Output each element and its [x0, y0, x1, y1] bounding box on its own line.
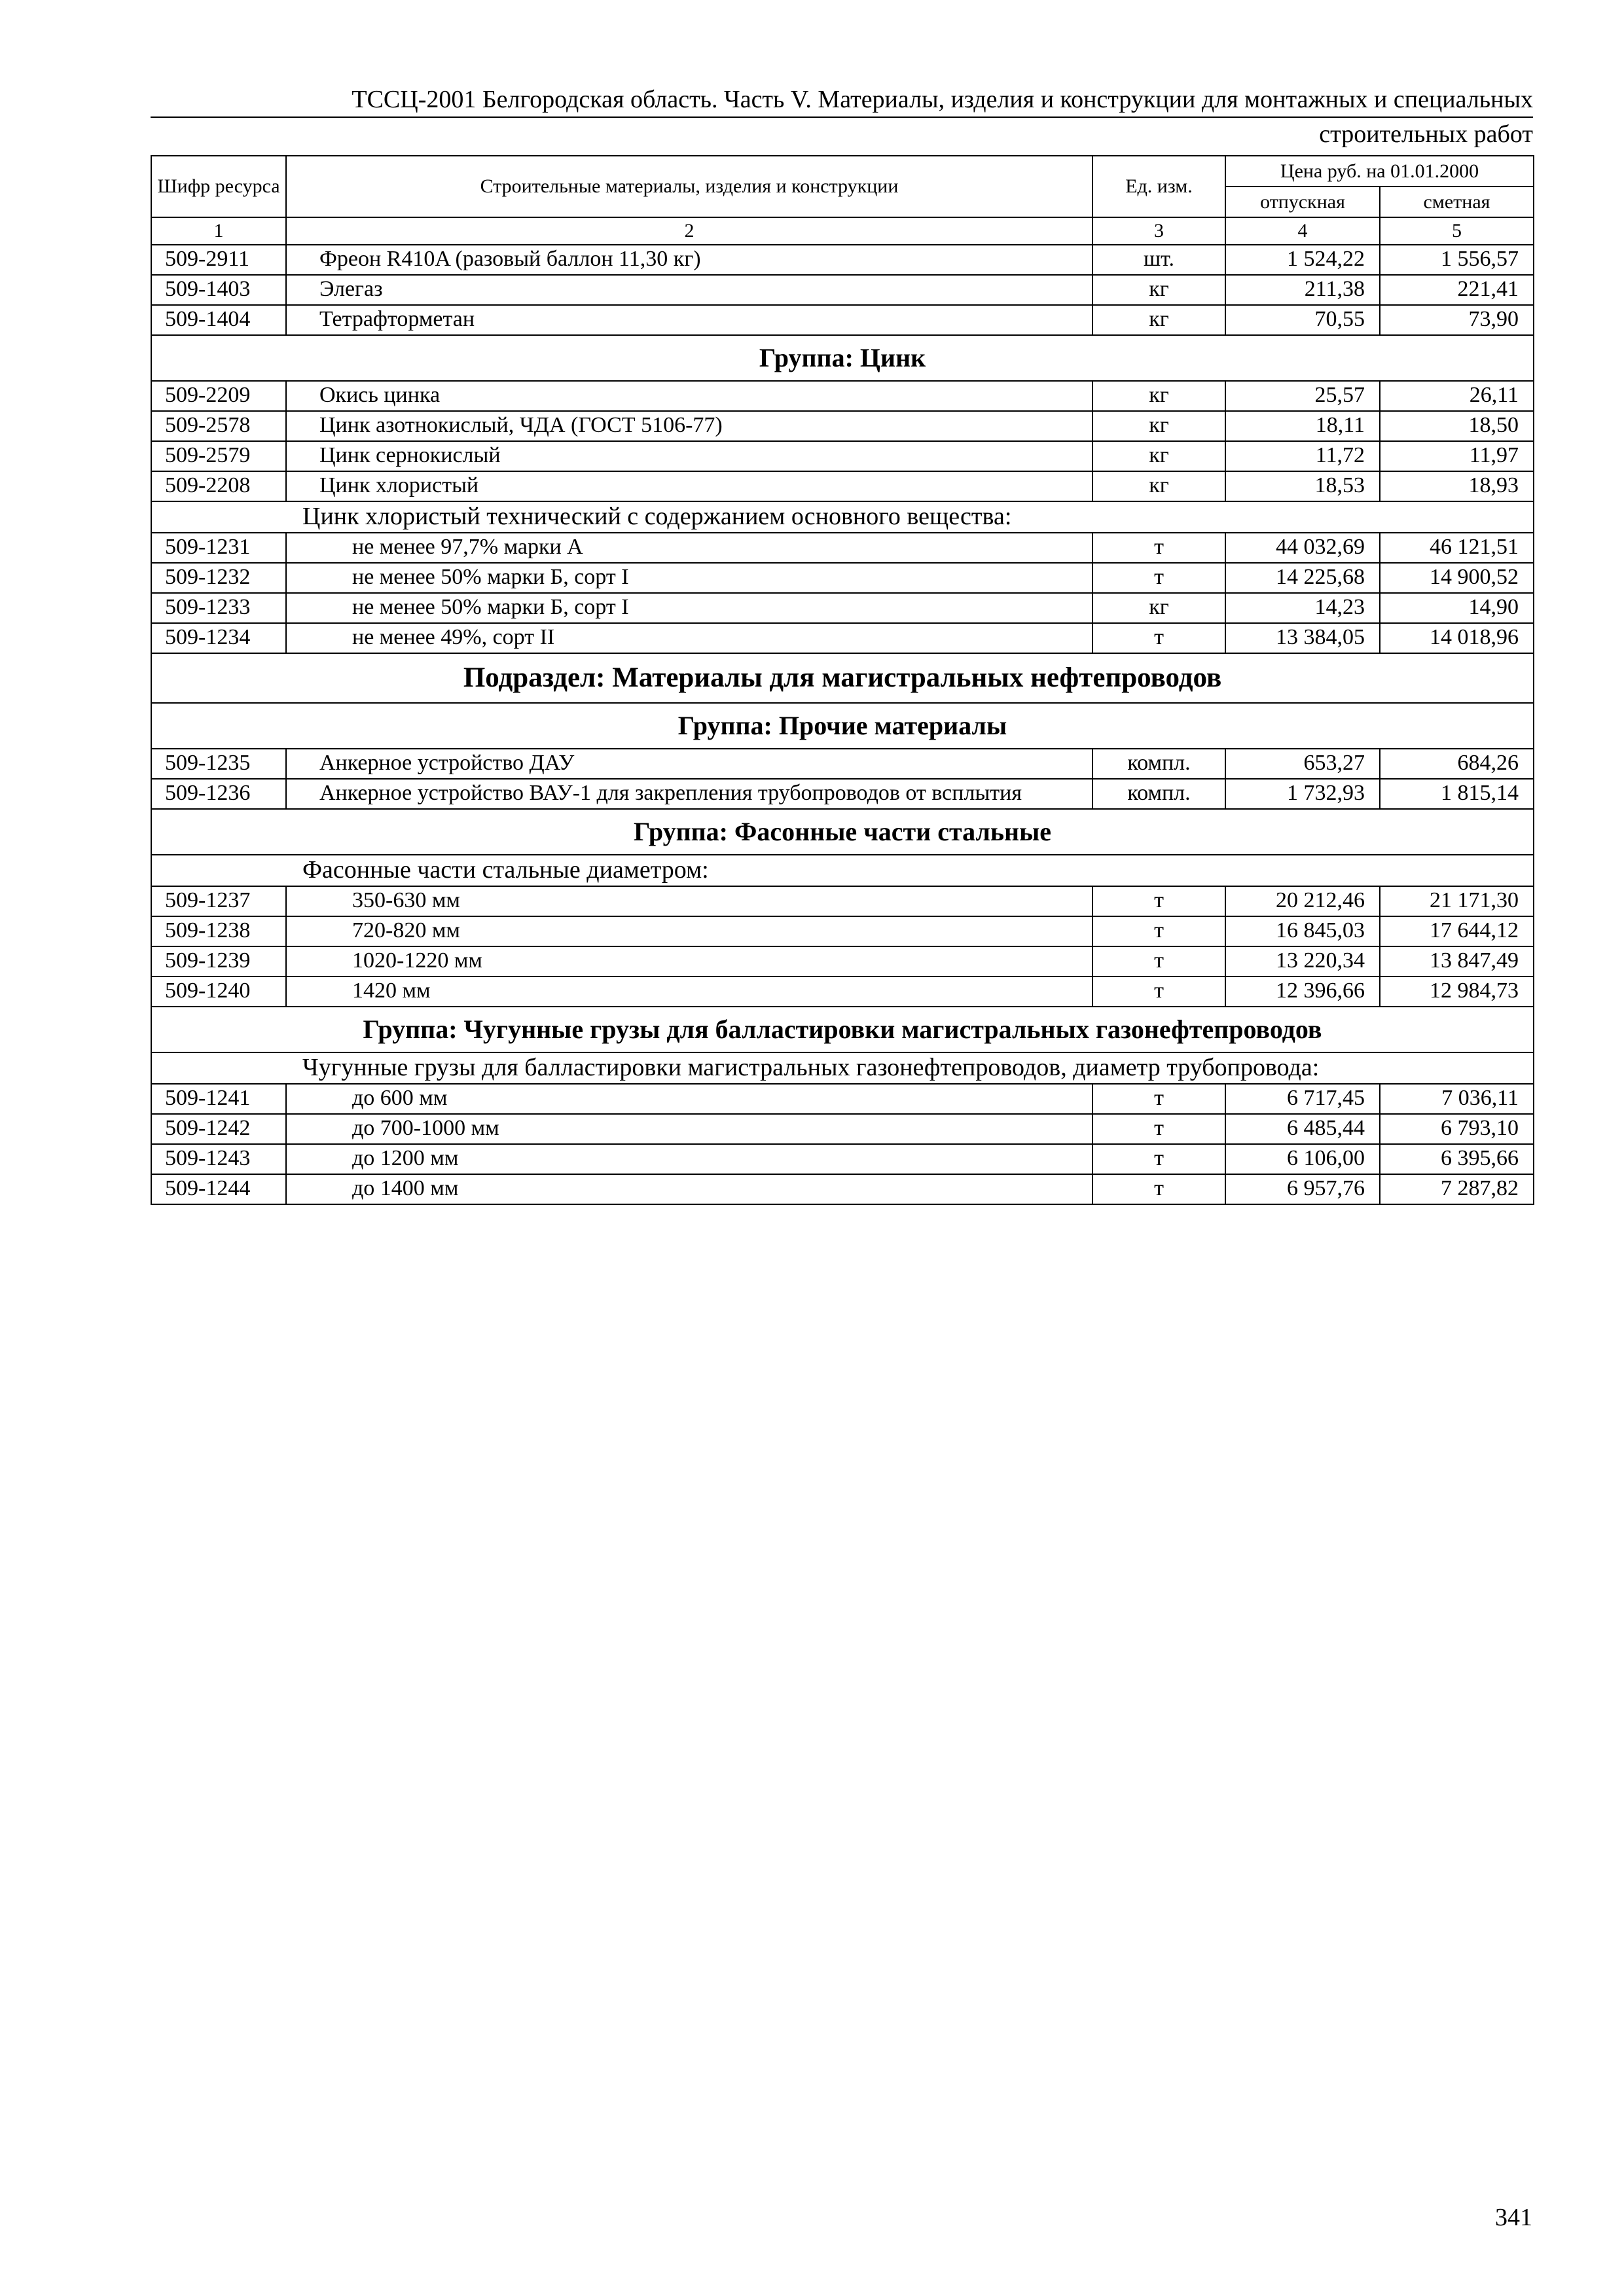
header-unit: Ед. изм.	[1092, 156, 1225, 217]
estimate-price: 684,26	[1380, 749, 1534, 779]
resource-code: 509-1235	[151, 749, 286, 779]
table-row	[151, 593, 1534, 623]
caption: Цинк хлористый технический с содержанием основного вещества:	[151, 501, 1534, 533]
release-price: 70,55	[1225, 305, 1380, 335]
material-name: Тетрафторметан	[286, 305, 1092, 335]
material-name: не менее 49%, сорт II	[286, 623, 1092, 653]
release-price: 13 384,05	[1225, 623, 1380, 653]
header-col-number: 1	[151, 217, 286, 245]
estimate-price: 21 171,30	[1380, 886, 1534, 916]
caption-row	[151, 1052, 1534, 1084]
resource-code: 509-1239	[151, 946, 286, 977]
material-name: Анкерное устройство ДАУ	[286, 749, 1092, 779]
unit: т	[1092, 977, 1225, 1007]
release-price: 1 732,93	[1225, 779, 1380, 809]
group-heading-row	[151, 1007, 1534, 1052]
header-title: ТССЦ-2001 Белгородская область. Часть V. Материалы, изделия и конструкции для монтажных и специальных	[352, 86, 1533, 113]
release-price: 653,27	[1225, 749, 1380, 779]
page-header	[151, 84, 1533, 151]
table-row	[151, 305, 1534, 335]
release-price: 25,57	[1225, 381, 1380, 411]
estimate-price: 6 793,10	[1380, 1114, 1534, 1144]
resource-code: 509-1243	[151, 1144, 286, 1174]
resource-code: 509-1241	[151, 1084, 286, 1114]
release-price: 13 220,34	[1225, 946, 1380, 977]
caption-row	[151, 855, 1534, 886]
price-table	[151, 155, 1534, 1205]
group-heading: Группа: Чугунные грузы для балластировки магистральных газонефтепроводов	[151, 1007, 1534, 1052]
header-price: Цена руб. на 01.01.2000	[1225, 156, 1534, 187]
resource-code: 509-2209	[151, 381, 286, 411]
estimate-price: 14 900,52	[1380, 563, 1534, 593]
unit: компл.	[1092, 779, 1225, 809]
estimate-price: 14,90	[1380, 593, 1534, 623]
header-col-number: 4	[1225, 217, 1380, 245]
material-name: 1020-1220 мм	[286, 946, 1092, 977]
table-row	[151, 1114, 1534, 1144]
header-release: отпускная	[1225, 187, 1380, 217]
release-price: 12 396,66	[1225, 977, 1380, 1007]
subsection-heading-row	[151, 653, 1534, 703]
estimate-price: 11,97	[1380, 441, 1534, 471]
table-row	[151, 1174, 1534, 1204]
release-price: 6 717,45	[1225, 1084, 1380, 1114]
estimate-price: 7 287,82	[1380, 1174, 1534, 1204]
material-name: до 700-1000 мм	[286, 1114, 1092, 1144]
resource-code: 509-1242	[151, 1114, 286, 1144]
table-row	[151, 779, 1534, 809]
caption-row	[151, 501, 1534, 533]
table-row	[151, 623, 1534, 653]
release-price: 1 524,22	[1225, 245, 1380, 275]
page-number: 341	[1495, 2204, 1532, 2231]
estimate-price: 26,11	[1380, 381, 1534, 411]
header-col-number: 2	[286, 217, 1092, 245]
unit: т	[1092, 563, 1225, 593]
material-name: не менее 50% марки Б, сорт I	[286, 593, 1092, 623]
material-name: Цинк сернокислый	[286, 441, 1092, 471]
estimate-price: 1 815,14	[1380, 779, 1534, 809]
material-name: Цинк хлористый	[286, 471, 1092, 501]
unit: т	[1092, 946, 1225, 977]
unit: т	[1092, 916, 1225, 946]
unit: т	[1092, 1144, 1225, 1174]
material-name: 350-630 мм	[286, 886, 1092, 916]
estimate-price: 73,90	[1380, 305, 1534, 335]
table-row	[151, 381, 1534, 411]
table-row	[151, 1084, 1534, 1114]
resource-code: 509-1240	[151, 977, 286, 1007]
estimate-price: 17 644,12	[1380, 916, 1534, 946]
table-row	[151, 916, 1534, 946]
unit: компл.	[1092, 749, 1225, 779]
caption: Чугунные грузы для балластировки магистральных газонефтепроводов, диаметр трубопровода:	[151, 1052, 1534, 1084]
unit: кг	[1092, 471, 1225, 501]
unit: кг	[1092, 441, 1225, 471]
resource-code: 509-2911	[151, 245, 286, 275]
estimate-price: 13 847,49	[1380, 946, 1534, 977]
material-name: 720-820 мм	[286, 916, 1092, 946]
estimate-price: 221,41	[1380, 275, 1534, 305]
estimate-price: 1 556,57	[1380, 245, 1534, 275]
material-name: Цинк азотнокислый, ЧДА (ГОСТ 5106-77)	[286, 411, 1092, 441]
unit: т	[1092, 533, 1225, 563]
release-price: 11,72	[1225, 441, 1380, 471]
estimate-price: 12 984,73	[1380, 977, 1534, 1007]
group-heading: Группа: Прочие материалы	[151, 703, 1534, 749]
release-price: 6 957,76	[1225, 1174, 1380, 1204]
unit: т	[1092, 1114, 1225, 1144]
release-price: 16 845,03	[1225, 916, 1380, 946]
unit: шт.	[1092, 245, 1225, 275]
unit: кг	[1092, 275, 1225, 305]
estimate-price: 18,50	[1380, 411, 1534, 441]
resource-code: 509-1404	[151, 305, 286, 335]
header-name: Строительные материалы, изделия и конструкции	[286, 156, 1092, 217]
material-name: Окись цинка	[286, 381, 1092, 411]
group-heading-row	[151, 335, 1534, 381]
estimate-price: 14 018,96	[1380, 623, 1534, 653]
release-price: 18,53	[1225, 471, 1380, 501]
table-row	[151, 977, 1534, 1007]
group-heading: Группа: Цинк	[151, 335, 1534, 381]
resource-code: 509-1244	[151, 1174, 286, 1204]
resource-code: 509-2578	[151, 411, 286, 441]
table-row	[151, 886, 1534, 916]
material-name: до 1400 мм	[286, 1174, 1092, 1204]
material-name: не менее 50% марки Б, сорт I	[286, 563, 1092, 593]
estimate-price: 46 121,51	[1380, 533, 1534, 563]
table-row	[151, 749, 1534, 779]
material-name: Элегаз	[286, 275, 1092, 305]
release-price: 6 485,44	[1225, 1114, 1380, 1144]
release-price: 20 212,46	[1225, 886, 1380, 916]
material-name: до 1200 мм	[286, 1144, 1092, 1174]
release-price: 14 225,68	[1225, 563, 1380, 593]
header-col-number: 5	[1380, 217, 1534, 245]
release-price: 211,38	[1225, 275, 1380, 305]
unit: т	[1092, 1084, 1225, 1114]
header-code: Шифр ресурса	[151, 156, 286, 217]
unit: т	[1092, 886, 1225, 916]
table-row	[151, 441, 1534, 471]
unit: кг	[1092, 381, 1225, 411]
caption: Фасонные части стальные диаметром:	[151, 855, 1534, 886]
resource-code: 509-2579	[151, 441, 286, 471]
material-name: 1420 мм	[286, 977, 1092, 1007]
resource-code: 509-1237	[151, 886, 286, 916]
table-row	[151, 411, 1534, 441]
resource-code: 509-1236	[151, 779, 286, 809]
estimate-price: 18,93	[1380, 471, 1534, 501]
material-name: до 600 мм	[286, 1084, 1092, 1114]
group-heading-row	[151, 703, 1534, 749]
resource-code: 509-2208	[151, 471, 286, 501]
material-name: Анкерное устройство ВАУ-1 для закрепления трубопроводов от всплытия	[286, 779, 1092, 809]
resource-code: 509-1234	[151, 623, 286, 653]
header-col-number: 3	[1092, 217, 1225, 245]
release-price: 6 106,00	[1225, 1144, 1380, 1174]
table-row	[151, 946, 1534, 977]
resource-code: 509-1233	[151, 593, 286, 623]
resource-code: 509-1238	[151, 916, 286, 946]
unit: кг	[1092, 411, 1225, 441]
group-heading-row	[151, 809, 1534, 855]
resource-code: 509-1231	[151, 533, 286, 563]
material-name: не менее 97,7% марки А	[286, 533, 1092, 563]
header-estimate: сметная	[1380, 187, 1534, 217]
release-price: 14,23	[1225, 593, 1380, 623]
table-row	[151, 533, 1534, 563]
unit: кг	[1092, 593, 1225, 623]
subsection-heading: Подраздел: Материалы для магистральных нефтепроводов	[151, 653, 1534, 703]
table-row	[151, 275, 1534, 305]
unit: кг	[1092, 305, 1225, 335]
table-row	[151, 245, 1534, 275]
resource-code: 509-1403	[151, 275, 286, 305]
table-row	[151, 471, 1534, 501]
group-heading: Группа: Фасонные части стальные	[151, 809, 1534, 855]
release-price: 18,11	[1225, 411, 1380, 441]
header-subtitle: строительных работ	[1319, 120, 1533, 148]
unit: т	[1092, 623, 1225, 653]
release-price: 44 032,69	[1225, 533, 1380, 563]
estimate-price: 6 395,66	[1380, 1144, 1534, 1174]
table-row	[151, 1144, 1534, 1174]
material-name: Фреон R410A (разовый баллон 11,30 кг)	[286, 245, 1092, 275]
table-body	[151, 245, 1534, 1204]
unit: т	[1092, 1174, 1225, 1204]
resource-code: 509-1232	[151, 563, 286, 593]
table-row	[151, 563, 1534, 593]
estimate-price: 7 036,11	[1380, 1084, 1534, 1114]
